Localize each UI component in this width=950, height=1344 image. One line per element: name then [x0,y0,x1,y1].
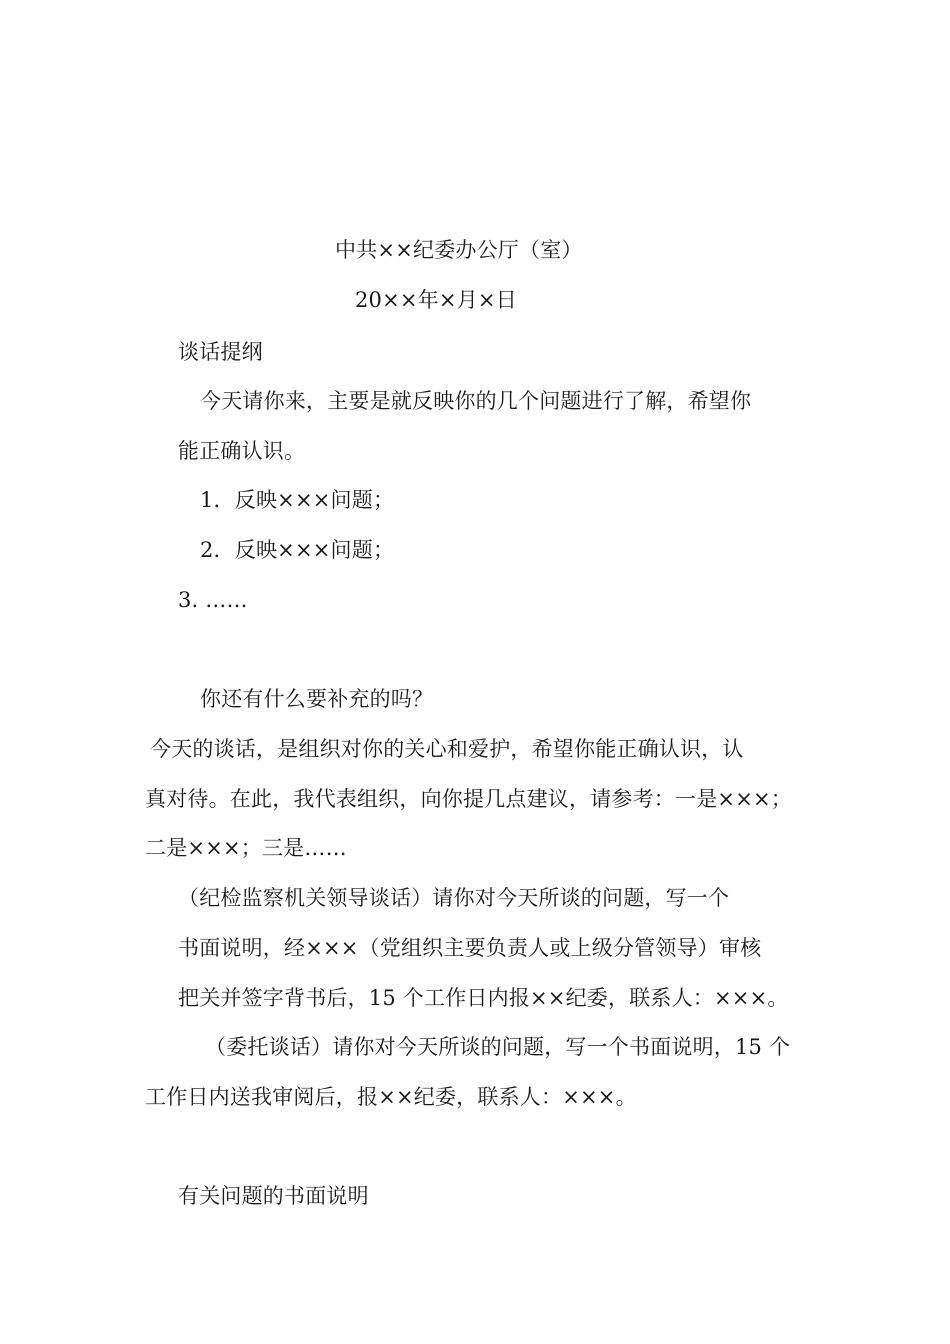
list-item-2: 2．反映×××问题； [200,538,395,562]
intro-line-2: 能正确认识。 [178,439,306,463]
leader-talk-line-3: 把关并签字背书后，15 个工作日内报××纪委，联系人：×××。 [178,986,789,1010]
list-item-1: 1．反映×××问题； [200,488,395,512]
advice-line-2: 真对待。在此，我代表组织，向你提几点建议，请参考：一是×××； [145,787,792,811]
advice-line-1: 今天的谈话，是组织对你的关心和爱护，希望你能正确认识，认 [150,737,744,761]
leader-talk-line-1: （纪检监察机关领导谈话）请你对今天所谈的问题，写一个 [178,886,730,910]
entrusted-talk-line-1: （委托谈话）请你对今天所谈的问题，写一个书面说明，15 个 [205,1035,791,1059]
written-explanation-heading: 有关问题的书面说明 [178,1184,369,1208]
advice-line-3: 二是×××；三是…… [145,836,347,860]
leader-talk-line-2: 书面说明，经×××（党组织主要负责人或上级分管领导）审核 [178,936,762,960]
outline-heading: 谈话提纲 [178,340,263,364]
question-line: 你还有什么要补充的吗？ [200,687,434,711]
issuer-line: 中共××纪委办公厅（室） [335,238,583,262]
entrusted-talk-line-2: 工作日内送我审阅后，报××纪委，联系人：×××。 [145,1085,637,1109]
date-line: 20××年×月×日 [355,288,517,312]
intro-line-1: 今天请你来，主要是就反映你的几个问题进行了解，希望你 [200,389,752,413]
list-item-3: 3. …… [178,588,248,612]
